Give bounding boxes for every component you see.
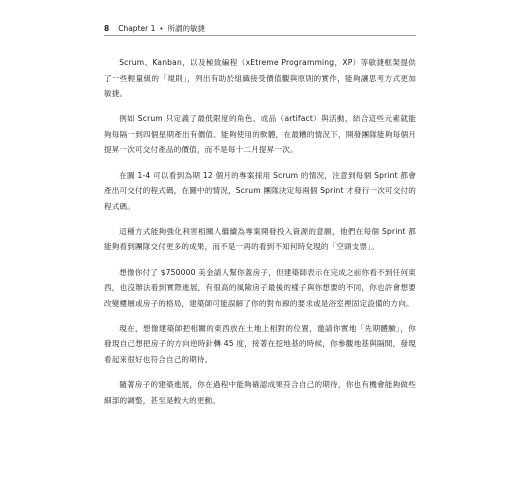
paragraph: 例如 Scrum 只定義了最低限度的角色、成品（artifact）與活動，結合這些元素就能夠每隔一到四個星期產出有價值、能夠使用的軟體，在最糟的情況下，開發團隊能夠每個月提昇一次可交付產品的價值，而不是每十二月提昇一次。 (104, 114, 416, 155)
header-divider (104, 35, 416, 36)
body-text (104, 55, 416, 418)
paragraph: 隨著房子的建築進展，你在過程中能夠確認成果符合自己的期待，你也有機會能夠做些細部的調整，甚至是較大的更動。 (104, 380, 416, 405)
paragraph: 這種方式能夠強化利害相關人繼續為專案開發投入資源的意願，他們在每個 Sprint 都能夠看到團隊交付更多的成果，而不是一再的看到不知何時兌現的「空頭支票」。 (104, 226, 416, 252)
running-header (104, 23, 205, 34)
paragraph: 想像你付了 $750000 美金請人幫你蓋房子，但建築師表示在完成之前你看不到任何東西，也沒辦法看到實際進展，有很高的風險房子最後的樣子與你想要的不同，你也許會想要改變樓層或房子的格局，建築師可能誤解了你的對布線的要求或是浴室裡固定設備的方向。 (104, 267, 416, 308)
section-title: 所謂的敏捷 (167, 24, 206, 33)
bullet-separator: • (159, 24, 164, 33)
chapter-label: Chapter 1 (118, 24, 156, 33)
paragraph: 現在，想像建築師把相關的東西放在土地上相對的位置，邀請你實地「先期體驗」，你發現自己想把房子的方向逆時針轉 45 度，接著在挖地基的時候，你參觀地基與隔間，發現看起來很好也符合自己的期待。 (104, 323, 416, 364)
paragraph: Scrum、Kanban，以及極致編程（xEtreme Programming，XP）等敏捷框架提供了一些輕量級的「規則」，列出有助於組織接受價值觀與原則的實作，能夠讓思考方式更加敏捷。 (104, 58, 416, 99)
page-number: 8 (104, 24, 110, 33)
paragraph: 在圖 1-4 可以看到為期 12 個月的專案採用 Scrum 的情況，注意到每個 Sprint 都會產出可交付的程式碼，在圖中的情況，Scrum 團隊決定每兩個 Sprint 才發行一次可交付的程式碼。 (104, 170, 416, 211)
